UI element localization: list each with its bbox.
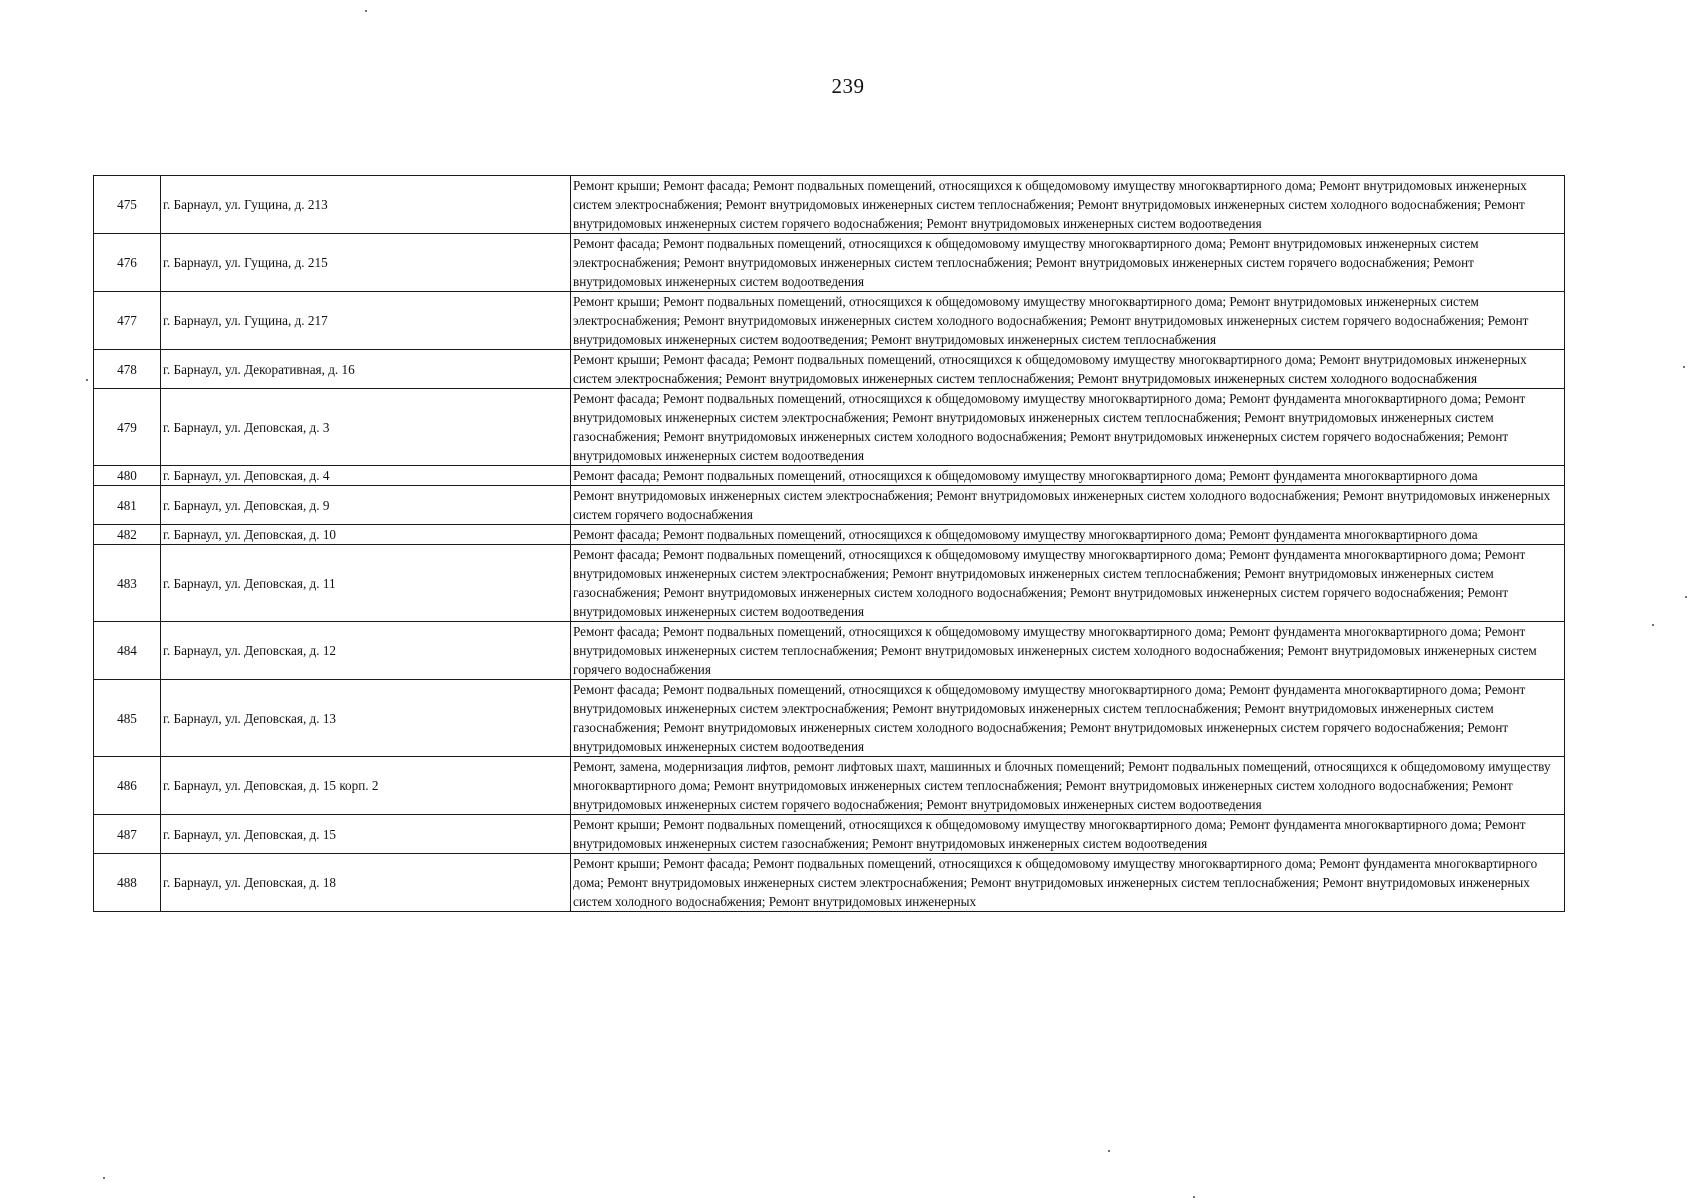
works-list-cell: Ремонт крыши; Ремонт фасада; Ремонт подвальных помещений, относящихся к общедомовому имуществу многоквартирного дома; Ремонт внутридомовых инженерных систем электроснабжения; Ремонт внутридомовых инженерных систем теплоснабжения; Ремонт внутридомовых инженерных систем холодного водоснабжения	[571, 350, 1565, 389]
row-number-cell: 484	[94, 622, 161, 680]
table-row	[94, 525, 1565, 545]
address-cell: г. Барнаул, ул. Деповская, д. 10	[161, 525, 571, 545]
address-cell: г. Барнаул, ул. Деповская, д. 15 корп. 2	[161, 757, 571, 815]
works-list-cell: Ремонт фасада; Ремонт подвальных помещений, относящихся к общедомовому имуществу многоквартирного дома; Ремонт фундамента многоквартирного дома	[571, 525, 1565, 545]
works-list-cell: Ремонт крыши; Ремонт фасада; Ремонт подвальных помещений, относящихся к общедомовому имуществу многоквартирного дома; Ремонт фундамента многоквартирного дома; Ремонт внутридомовых инженерных систем электроснабжения; Ремонт внутридомовых инженерных систем теплоснабжения; Ремонт внутридомовых инженерных систем холодного водоснабжения; Ремонт внутридомовых инженерных	[571, 854, 1565, 912]
row-number-cell: 482	[94, 525, 161, 545]
works-list-cell: Ремонт крыши; Ремонт фасада; Ремонт подвальных помещений, относящихся к общедомовому имуществу многоквартирного дома; Ремонт внутридомовых инженерных систем электроснабжения; Ремонт внутридомовых инженерных систем теплоснабжения; Ремонт внутридомовых инженерных систем холодного водоснабжения; Ремонт внутридомовых инженерных систем горячего водоснабжения; Ремонт внутридомовых инженерных систем водоотведения	[571, 176, 1565, 234]
table-row	[94, 486, 1565, 525]
address-cell: г. Барнаул, ул. Деповская, д. 4	[161, 466, 571, 486]
address-cell: г. Барнаул, ул. Гущина, д. 217	[161, 292, 571, 350]
row-number-cell: 479	[94, 389, 161, 466]
table-row	[94, 350, 1565, 389]
address-cell: г. Барнаул, ул. Деповская, д. 3	[161, 389, 571, 466]
address-cell: г. Барнаул, ул. Деповская, д. 13	[161, 680, 571, 757]
table-row	[94, 854, 1565, 912]
scan-speck	[1108, 1150, 1110, 1152]
address-cell: г. Барнаул, ул. Гущина, д. 213	[161, 176, 571, 234]
table-row	[94, 680, 1565, 757]
table-row	[94, 234, 1565, 292]
address-cell: г. Барнаул, ул. Декоративная, д. 16	[161, 350, 571, 389]
table-row	[94, 622, 1565, 680]
row-number-cell: 486	[94, 757, 161, 815]
address-cell: г. Барнаул, ул. Гущина, д. 215	[161, 234, 571, 292]
scan-speck	[1652, 624, 1654, 626]
scan-speck	[1685, 596, 1687, 598]
address-cell: г. Барнаул, ул. Деповская, д. 11	[161, 545, 571, 622]
works-list-cell: Ремонт, замена, модернизация лифтов, ремонт лифтовых шахт, машинных и блочных помещений; Ремонт подвальных помещений, относящихся к общедомовому имуществу многоквартирного дома; Ремонт внутридомовых инженерных систем теплоснабжения; Ремонт внутридомовых инженерных систем холодного водоснабжения; Ремонт внутридомовых инженерных систем горячего водоснабжения; Ремонт внутридомовых инженерных систем водоотведения	[571, 757, 1565, 815]
row-number-cell: 487	[94, 815, 161, 854]
row-number-cell: 488	[94, 854, 161, 912]
scan-speck	[86, 379, 88, 381]
address-cell: г. Барнаул, ул. Деповская, д. 9	[161, 486, 571, 525]
repair-works-table	[93, 175, 1565, 912]
scan-speck	[365, 10, 367, 12]
works-list-cell: Ремонт фасада; Ремонт подвальных помещений, относящихся к общедомовому имуществу многоквартирного дома; Ремонт фундамента многоквартирного дома; Ремонт внутридомовых инженерных систем электроснабжения; Ремонт внутридомовых инженерных систем теплоснабжения; Ремонт внутридомовых инженерных систем газоснабжения; Ремонт внутридомовых инженерных систем холодного водоснабжения; Ремонт внутридомовых инженерных систем горячего водоснабжения; Ремонт внутридомовых инженерных систем водоотведения	[571, 389, 1565, 466]
works-list-cell: Ремонт фасада; Ремонт подвальных помещений, относящихся к общедомовому имуществу многоквартирного дома; Ремонт внутридомовых инженерных систем электроснабжения; Ремонт внутридомовых инженерных систем теплоснабжения; Ремонт внутридомовых инженерных систем горячего водоснабжения; Ремонт внутридомовых инженерных систем водоотведения	[571, 234, 1565, 292]
works-list-cell: Ремонт фасада; Ремонт подвальных помещений, относящихся к общедомовому имуществу многоквартирного дома; Ремонт фундамента многоквартирного дома	[571, 466, 1565, 486]
address-cell: г. Барнаул, ул. Деповская, д. 12	[161, 622, 571, 680]
scan-speck	[103, 1177, 105, 1179]
page-number: 239	[831, 74, 865, 98]
row-number-cell: 476	[94, 234, 161, 292]
row-number-cell: 478	[94, 350, 161, 389]
table-row	[94, 815, 1565, 854]
table-row	[94, 292, 1565, 350]
works-list-cell: Ремонт крыши; Ремонт подвальных помещений, относящихся к общедомовому имуществу многоквартирного дома; Ремонт внутридомовых инженерных систем электроснабжения; Ремонт внутридомовых инженерных систем холодного водоснабжения; Ремонт внутридомовых инженерных систем горячего водоснабжения; Ремонт внутридомовых инженерных систем водоотведения; Ремонт внутридомовых инженерных систем теплоснабжения	[571, 292, 1565, 350]
table-row	[94, 545, 1565, 622]
address-cell: г. Барнаул, ул. Деповская, д. 18	[161, 854, 571, 912]
works-list-cell: Ремонт внутридомовых инженерных систем электроснабжения; Ремонт внутридомовых инженерных систем холодного водоснабжения; Ремонт внутридомовых инженерных систем горячего водоснабжения	[571, 486, 1565, 525]
row-number-cell: 483	[94, 545, 161, 622]
works-list-cell: Ремонт фасада; Ремонт подвальных помещений, относящихся к общедомовому имуществу многоквартирного дома; Ремонт фундамента многоквартирного дома; Ремонт внутридомовых инженерных систем электроснабжения; Ремонт внутридомовых инженерных систем теплоснабжения; Ремонт внутридомовых инженерных систем газоснабжения; Ремонт внутридомовых инженерных систем холодного водоснабжения; Ремонт внутридомовых инженерных систем горячего водоснабжения; Ремонт внутридомовых инженерных систем водоотведения	[571, 680, 1565, 757]
table-row	[94, 389, 1565, 466]
scan-speck	[1683, 366, 1685, 368]
scan-speck	[1193, 1196, 1195, 1198]
table-row	[94, 176, 1565, 234]
row-number-cell: 485	[94, 680, 161, 757]
table-body	[94, 176, 1565, 912]
address-cell: г. Барнаул, ул. Деповская, д. 15	[161, 815, 571, 854]
row-number-cell: 477	[94, 292, 161, 350]
row-number-cell: 481	[94, 486, 161, 525]
table-row	[94, 757, 1565, 815]
works-list-cell: Ремонт крыши; Ремонт подвальных помещений, относящихся к общедомовому имуществу многоквартирного дома; Ремонт фундамента многоквартирного дома; Ремонт внутридомовых инженерных систем газоснабжения; Ремонт внутридомовых инженерных систем водоотведения	[571, 815, 1565, 854]
table-row	[94, 466, 1565, 486]
row-number-cell: 475	[94, 176, 161, 234]
works-list-cell: Ремонт фасада; Ремонт подвальных помещений, относящихся к общедомовому имуществу многоквартирного дома; Ремонт фундамента многоквартирного дома; Ремонт внутридомовых инженерных систем электроснабжения; Ремонт внутридомовых инженерных систем теплоснабжения; Ремонт внутридомовых инженерных систем газоснабжения; Ремонт внутридомовых инженерных систем холодного водоснабжения; Ремонт внутридомовых инженерных систем горячего водоснабжения; Ремонт внутридомовых инженерных систем водоотведения	[571, 545, 1565, 622]
works-list-cell: Ремонт фасада; Ремонт подвальных помещений, относящихся к общедомовому имуществу многоквартирного дома; Ремонт фундамента многоквартирного дома; Ремонт внутридомовых инженерных систем теплоснабжения; Ремонт внутридомовых инженерных систем холодного водоснабжения; Ремонт внутридомовых инженерных систем горячего водоснабжения	[571, 622, 1565, 680]
row-number-cell: 480	[94, 466, 161, 486]
